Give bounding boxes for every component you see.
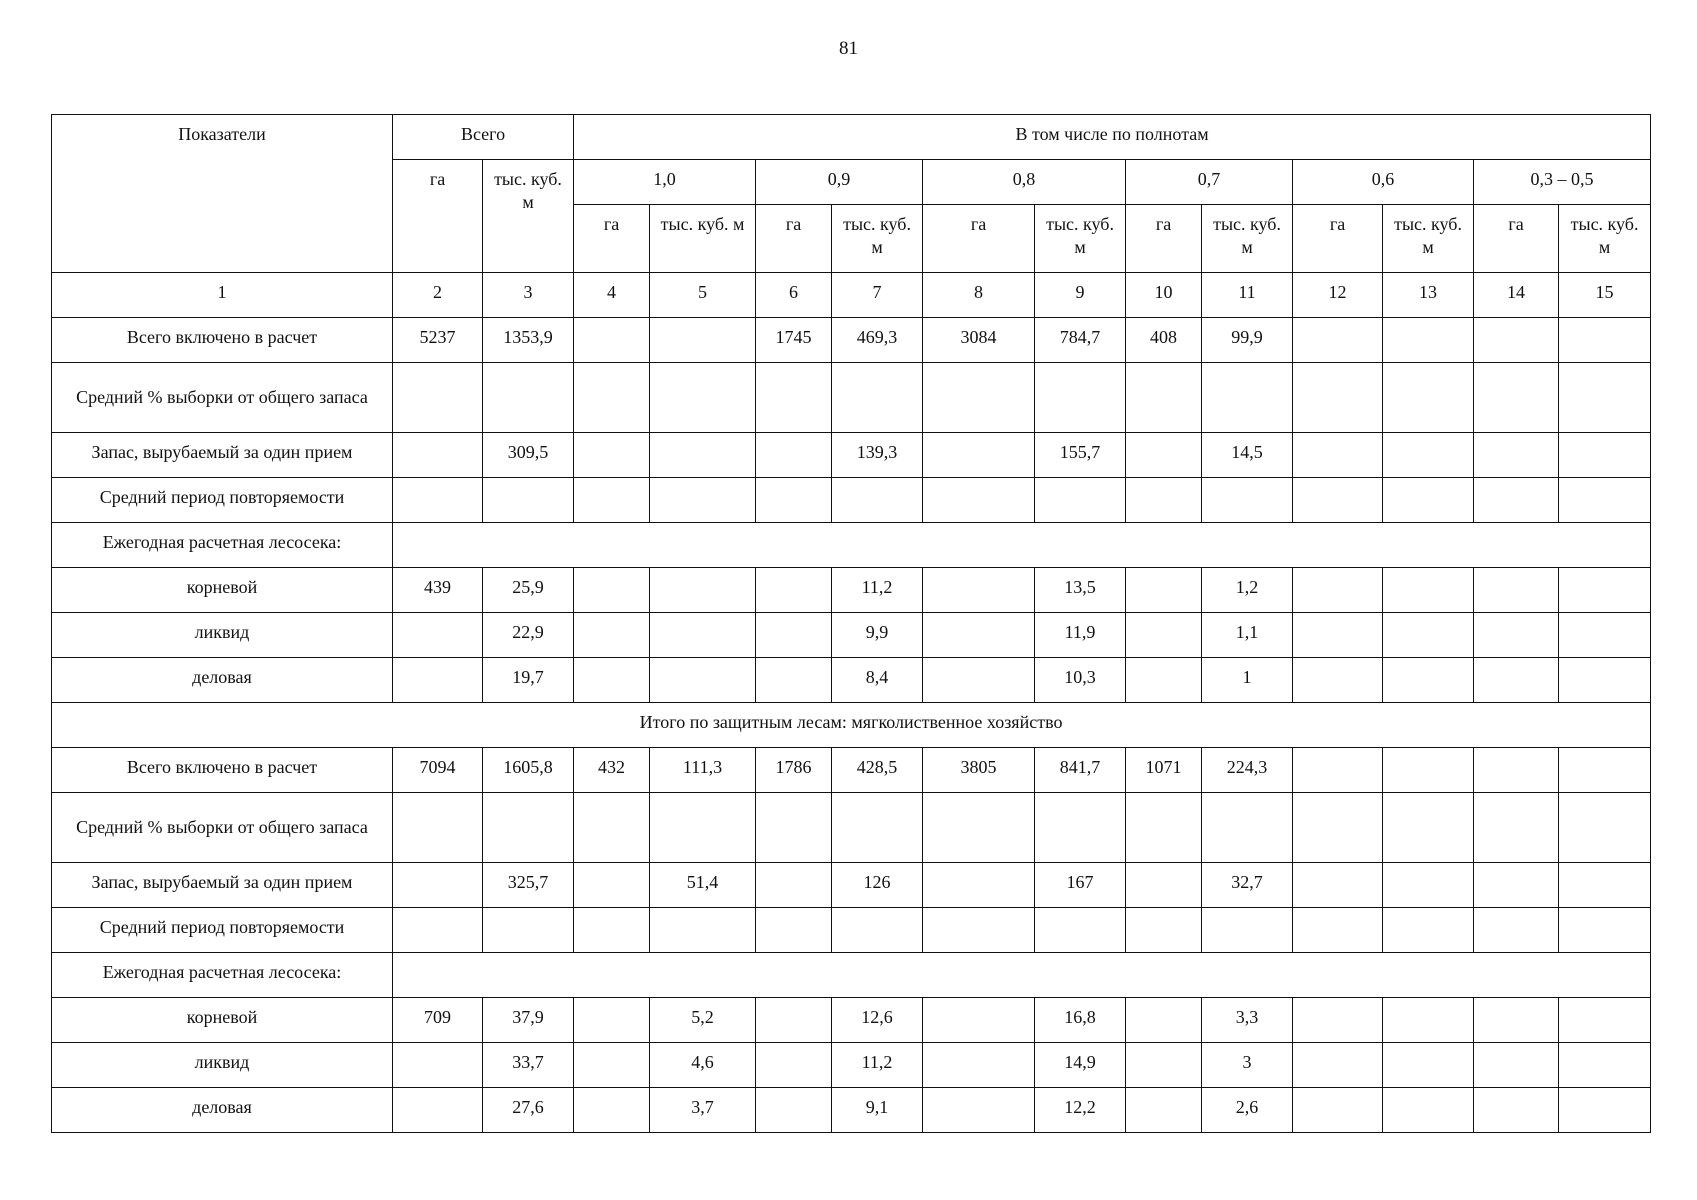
data-cell: 126	[832, 863, 923, 908]
data-cell	[1559, 433, 1651, 478]
data-cell	[483, 478, 574, 523]
data-cell: 1,1	[1202, 613, 1293, 658]
data-cell	[923, 1088, 1035, 1133]
annual-cutting-heading-row	[52, 953, 1651, 998]
data-cell: 841,7	[1035, 748, 1126, 793]
cutting-area-table	[51, 114, 1651, 1133]
data-cell	[1293, 363, 1383, 433]
row-label: Ежегодная расчетная лесосека:	[52, 523, 393, 568]
header-unit-ha: га	[574, 205, 650, 273]
data-cell	[1559, 793, 1651, 863]
header-unit-ha: га	[1126, 205, 1202, 273]
data-cell: 4,6	[650, 1043, 756, 1088]
row-label: деловая	[52, 658, 393, 703]
data-cell: 784,7	[1035, 318, 1126, 363]
data-cell	[756, 433, 832, 478]
data-cell	[923, 793, 1035, 863]
data-cell	[574, 568, 650, 613]
data-cell: 27,6	[483, 1088, 574, 1133]
data-cell: 167	[1035, 863, 1126, 908]
row-label: Запас, вырубаемый за один прием	[52, 433, 393, 478]
row-label: Всего включено в расчет	[52, 318, 393, 363]
data-cell: 1	[1202, 658, 1293, 703]
header-unit-ha: га	[923, 205, 1035, 273]
data-cell	[1383, 748, 1474, 793]
data-cell	[1474, 998, 1559, 1043]
data-cell	[393, 363, 483, 433]
header-density-group: 0,3 – 0,5	[1474, 160, 1651, 205]
data-cell	[832, 478, 923, 523]
row-label: корневой	[52, 568, 393, 613]
row-label: ликвид	[52, 1043, 393, 1088]
data-cell: 139,3	[832, 433, 923, 478]
data-cell	[574, 793, 650, 863]
data-cell	[1202, 793, 1293, 863]
data-cell	[756, 658, 832, 703]
data-cell	[1126, 863, 1202, 908]
table-row	[52, 908, 1651, 953]
data-cell	[650, 363, 756, 433]
data-cell	[393, 908, 483, 953]
data-cell	[1474, 318, 1559, 363]
section-title-row	[52, 703, 1651, 748]
row-label: ликвид	[52, 613, 393, 658]
column-number: 9	[1035, 273, 1126, 318]
data-cell	[756, 568, 832, 613]
data-cell	[650, 908, 756, 953]
data-cell	[1126, 908, 1202, 953]
data-cell	[756, 793, 832, 863]
row-label: Запас, вырубаемый за один прием	[52, 863, 393, 908]
data-cell	[574, 908, 650, 953]
data-cell	[1559, 363, 1651, 433]
table-row	[52, 658, 1651, 703]
data-cell	[1293, 998, 1383, 1043]
table-row	[52, 863, 1651, 908]
section-title: Итого по защитным лесам: мягколиственное хозяйство	[52, 703, 1651, 748]
header-density-group: 0,7	[1126, 160, 1293, 205]
data-cell: 14,5	[1202, 433, 1293, 478]
data-cell: 51,4	[650, 863, 756, 908]
data-cell	[393, 1043, 483, 1088]
data-cell	[1559, 1088, 1651, 1133]
data-cell	[1202, 908, 1293, 953]
data-cell	[832, 793, 923, 863]
data-cell: 19,7	[483, 658, 574, 703]
header-unit-ha: га	[1293, 205, 1383, 273]
data-cell: 1605,8	[483, 748, 574, 793]
data-cell	[650, 318, 756, 363]
data-cell	[1293, 568, 1383, 613]
data-cell	[1383, 1043, 1474, 1088]
table-row	[52, 748, 1651, 793]
data-cell	[1383, 1088, 1474, 1133]
data-cell	[1293, 793, 1383, 863]
data-cell	[923, 863, 1035, 908]
data-cell	[1474, 613, 1559, 658]
data-cell	[1293, 1043, 1383, 1088]
annual-cutting-heading-row	[52, 523, 1651, 568]
data-cell: 155,7	[1035, 433, 1126, 478]
data-cell	[1474, 568, 1559, 613]
data-cell	[1126, 998, 1202, 1043]
data-cell	[1559, 998, 1651, 1043]
data-cell	[1474, 1088, 1559, 1133]
merged-empty-cell	[393, 953, 1651, 998]
data-cell	[1559, 568, 1651, 613]
data-cell	[1293, 863, 1383, 908]
data-cell	[1383, 998, 1474, 1043]
data-cell	[1293, 658, 1383, 703]
data-cell	[832, 908, 923, 953]
data-cell	[1474, 793, 1559, 863]
data-cell	[1126, 658, 1202, 703]
data-cell	[650, 613, 756, 658]
data-cell: 469,3	[832, 318, 923, 363]
row-label: Средний % выборки от общего запаса	[52, 793, 393, 863]
data-cell: 325,7	[483, 863, 574, 908]
header-total-volume: тыс. куб. м	[483, 160, 574, 273]
data-cell	[923, 998, 1035, 1043]
header-unit-volume: тыс. куб. м	[1559, 205, 1651, 273]
data-cell: 37,9	[483, 998, 574, 1043]
data-cell: 22,9	[483, 613, 574, 658]
data-cell	[1383, 793, 1474, 863]
data-cell	[483, 793, 574, 863]
column-number: 1	[52, 273, 393, 318]
data-cell: 9,9	[832, 613, 923, 658]
data-cell	[832, 363, 923, 433]
table-row	[52, 568, 1651, 613]
header-density-group: 0,8	[923, 160, 1126, 205]
header-unit-ha: га	[1474, 205, 1559, 273]
data-cell: 3,3	[1202, 998, 1293, 1043]
table-row	[52, 613, 1651, 658]
data-cell	[393, 658, 483, 703]
data-cell	[1383, 613, 1474, 658]
data-cell	[574, 363, 650, 433]
data-cell	[1202, 478, 1293, 523]
data-cell	[483, 908, 574, 953]
data-cell	[1202, 363, 1293, 433]
data-cell	[574, 863, 650, 908]
data-cell	[1293, 1088, 1383, 1133]
data-cell	[1126, 478, 1202, 523]
data-cell	[1474, 748, 1559, 793]
row-label: деловая	[52, 1088, 393, 1133]
header-unit-ha: га	[756, 205, 832, 273]
data-cell: 7094	[393, 748, 483, 793]
data-cell	[483, 363, 574, 433]
data-cell	[1035, 363, 1126, 433]
data-cell	[1383, 478, 1474, 523]
header-unit-volume: тыс. куб. м	[1202, 205, 1293, 273]
data-cell: 12,2	[1035, 1088, 1126, 1133]
header-unit-volume: тыс. куб. м	[832, 205, 923, 273]
merged-empty-cell	[393, 523, 1651, 568]
data-cell	[1559, 863, 1651, 908]
table-row	[52, 1088, 1651, 1133]
data-cell: 3	[1202, 1043, 1293, 1088]
data-cell	[756, 998, 832, 1043]
data-cell	[1293, 748, 1383, 793]
data-cell	[574, 998, 650, 1043]
data-cell: 1071	[1126, 748, 1202, 793]
table-row	[52, 1043, 1651, 1088]
header-unit-volume: тыс. куб. м	[1035, 205, 1126, 273]
column-number: 3	[483, 273, 574, 318]
data-cell: 439	[393, 568, 483, 613]
data-cell: 5,2	[650, 998, 756, 1043]
data-cell	[1126, 613, 1202, 658]
data-cell	[1126, 433, 1202, 478]
data-cell	[1293, 318, 1383, 363]
data-cell: 1786	[756, 748, 832, 793]
data-cell	[923, 478, 1035, 523]
header-density-group: 1,0	[574, 160, 756, 205]
data-cell	[923, 613, 1035, 658]
data-cell	[1383, 363, 1474, 433]
data-cell	[1474, 433, 1559, 478]
data-cell	[1383, 433, 1474, 478]
header-density-group: 0,6	[1293, 160, 1474, 205]
data-cell	[756, 863, 832, 908]
data-cell	[1035, 793, 1126, 863]
row-label: Средний период повторяемости	[52, 908, 393, 953]
data-cell	[1383, 908, 1474, 953]
data-cell: 11,9	[1035, 613, 1126, 658]
data-cell	[1559, 908, 1651, 953]
data-cell: 25,9	[483, 568, 574, 613]
data-cell	[923, 658, 1035, 703]
data-cell	[756, 1043, 832, 1088]
data-cell	[1474, 478, 1559, 523]
data-cell: 9,1	[832, 1088, 923, 1133]
data-cell: 33,7	[483, 1043, 574, 1088]
row-label: Средний % выборки от общего запаса	[52, 363, 393, 433]
column-number: 10	[1126, 273, 1202, 318]
page-number: 81	[839, 38, 858, 59]
data-cell: 11,2	[832, 1043, 923, 1088]
column-number: 6	[756, 273, 832, 318]
data-cell	[574, 318, 650, 363]
data-cell	[1383, 658, 1474, 703]
data-cell: 1353,9	[483, 318, 574, 363]
data-cell: 14,9	[1035, 1043, 1126, 1088]
table-row	[52, 478, 1651, 523]
data-cell	[574, 433, 650, 478]
data-cell	[756, 478, 832, 523]
data-cell	[756, 363, 832, 433]
data-cell	[923, 1043, 1035, 1088]
data-cell	[1559, 613, 1651, 658]
data-cell	[1383, 318, 1474, 363]
column-number: 11	[1202, 273, 1293, 318]
row-label: Всего включено в расчет	[52, 748, 393, 793]
column-number-row	[52, 273, 1651, 318]
data-cell	[756, 908, 832, 953]
column-number: 7	[832, 273, 923, 318]
data-cell: 12,6	[832, 998, 923, 1043]
data-cell	[1126, 793, 1202, 863]
data-cell	[923, 568, 1035, 613]
data-cell: 3084	[923, 318, 1035, 363]
data-cell	[1474, 1043, 1559, 1088]
header-indicators: Показатели	[52, 115, 393, 273]
column-number: 4	[574, 273, 650, 318]
data-cell	[574, 658, 650, 703]
row-label: Ежегодная расчетная лесосека:	[52, 953, 393, 998]
data-cell: 2,6	[1202, 1088, 1293, 1133]
data-cell: 10,3	[1035, 658, 1126, 703]
data-cell	[393, 1088, 483, 1133]
data-cell: 224,3	[1202, 748, 1293, 793]
data-cell: 428,5	[832, 748, 923, 793]
row-label: корневой	[52, 998, 393, 1043]
table-row	[52, 793, 1651, 863]
table-row	[52, 998, 1651, 1043]
data-cell	[650, 433, 756, 478]
data-cell: 99,9	[1202, 318, 1293, 363]
data-cell: 5237	[393, 318, 483, 363]
data-cell: 11,2	[832, 568, 923, 613]
data-cell	[1474, 363, 1559, 433]
data-cell: 16,8	[1035, 998, 1126, 1043]
header-unit-volume: тыс. куб. м	[1383, 205, 1474, 273]
data-cell	[1559, 658, 1651, 703]
data-cell	[574, 613, 650, 658]
data-cell	[1035, 478, 1126, 523]
data-cell: 1,2	[1202, 568, 1293, 613]
data-cell: 1745	[756, 318, 832, 363]
header-unit-volume: тыс. куб. м	[650, 205, 756, 273]
data-cell	[1293, 433, 1383, 478]
data-cell	[393, 863, 483, 908]
data-cell	[1126, 1043, 1202, 1088]
data-cell	[1126, 1088, 1202, 1133]
data-cell	[923, 908, 1035, 953]
data-cell	[650, 478, 756, 523]
header-total-ha: га	[393, 160, 483, 273]
data-cell	[1559, 318, 1651, 363]
data-cell: 8,4	[832, 658, 923, 703]
column-number: 15	[1559, 273, 1651, 318]
data-cell: 32,7	[1202, 863, 1293, 908]
data-cell: 309,5	[483, 433, 574, 478]
data-cell	[393, 613, 483, 658]
data-cell	[756, 613, 832, 658]
data-cell	[923, 433, 1035, 478]
data-cell	[393, 433, 483, 478]
data-cell	[1559, 478, 1651, 523]
data-cell	[1474, 908, 1559, 953]
data-cell: 709	[393, 998, 483, 1043]
data-cell	[650, 658, 756, 703]
row-label: Средний период повторяемости	[52, 478, 393, 523]
data-cell	[1474, 863, 1559, 908]
data-cell: 3,7	[650, 1088, 756, 1133]
column-number: 2	[393, 273, 483, 318]
data-cell	[1559, 748, 1651, 793]
data-cell	[1383, 863, 1474, 908]
data-cell	[393, 793, 483, 863]
data-cell	[650, 793, 756, 863]
header-total: Всего	[393, 115, 574, 160]
table-row	[52, 318, 1651, 363]
data-cell	[756, 1088, 832, 1133]
data-cell	[1383, 568, 1474, 613]
data-cell	[1559, 1043, 1651, 1088]
data-cell	[1474, 658, 1559, 703]
table-row	[52, 433, 1651, 478]
data-cell	[574, 1088, 650, 1133]
data-cell: 432	[574, 748, 650, 793]
data-cell: 3805	[923, 748, 1035, 793]
data-cell	[574, 478, 650, 523]
header-including-by-density: В том числе по полнотам	[574, 115, 1651, 160]
column-number: 14	[1474, 273, 1559, 318]
data-cell: 13,5	[1035, 568, 1126, 613]
column-number: 5	[650, 273, 756, 318]
header-density-group: 0,9	[756, 160, 923, 205]
column-number: 8	[923, 273, 1035, 318]
data-cell	[1293, 908, 1383, 953]
column-number: 13	[1383, 273, 1474, 318]
data-cell	[574, 1043, 650, 1088]
header-row-1	[52, 115, 1651, 160]
data-cell	[1126, 363, 1202, 433]
data-cell	[1126, 568, 1202, 613]
data-cell	[650, 568, 756, 613]
data-cell	[1293, 613, 1383, 658]
data-cell	[923, 363, 1035, 433]
data-cell: 111,3	[650, 748, 756, 793]
data-cell: 408	[1126, 318, 1202, 363]
table-row	[52, 363, 1651, 433]
column-number: 12	[1293, 273, 1383, 318]
data-cell	[393, 478, 483, 523]
data-cell	[1293, 478, 1383, 523]
data-cell	[1035, 908, 1126, 953]
